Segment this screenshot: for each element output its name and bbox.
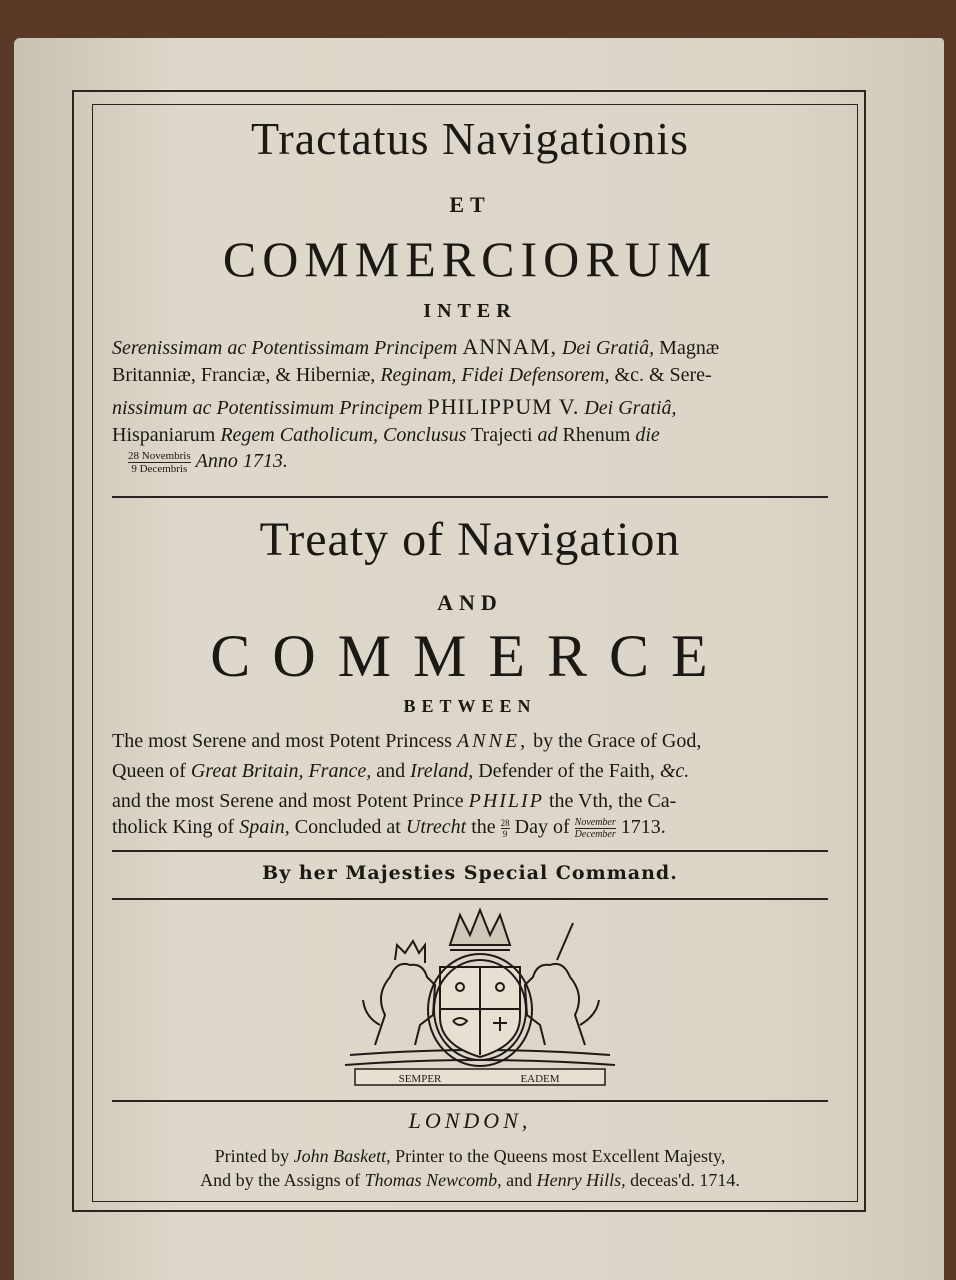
imprint-text: Printer to the Queens most Excellent Majesty, xyxy=(395,1146,726,1166)
latin-text: &c. & Sere- xyxy=(614,364,712,386)
english-text: Concluded at xyxy=(294,816,401,838)
english-line-4 xyxy=(112,816,828,840)
english-text: Spain, xyxy=(239,816,290,838)
latin-line-1 xyxy=(112,334,828,360)
latin-text: Dei Gratiâ, xyxy=(584,397,677,419)
latin-anno: Anno 1713. xyxy=(195,450,288,473)
english-text: the xyxy=(471,816,496,838)
day-top: 28 xyxy=(500,817,510,828)
english-between: BETWEEN xyxy=(403,696,537,716)
month-top: November xyxy=(574,816,616,828)
latin-text: Reginam, Fidei Defensorem, xyxy=(380,364,610,386)
imprint-line-2 xyxy=(112,1170,828,1191)
date-bottom: 9 Decembris xyxy=(131,463,188,475)
royal-coat-of-arms-icon xyxy=(335,905,625,1090)
latin-inter: INTER xyxy=(423,300,517,322)
latin-text: ad xyxy=(537,424,558,446)
english-month-fraction xyxy=(575,817,616,840)
imprint-text: Thomas Newcomb, xyxy=(364,1170,502,1190)
english-text: and the most Serene and most Potent Prince xyxy=(112,790,464,812)
latin-text: Rhenum xyxy=(562,424,631,446)
latin-text: Magnæ xyxy=(659,337,720,359)
date-top: 28 Novembris xyxy=(128,450,191,462)
imprint-text: Henry Hills, xyxy=(536,1170,626,1190)
latin-text: Hispaniarum xyxy=(112,424,216,446)
latin-annam: ANNAM, xyxy=(462,334,557,359)
english-line-3 xyxy=(112,790,828,813)
english-text: Day of xyxy=(514,816,570,838)
latin-date-line xyxy=(128,450,288,475)
imprint-text: John Baskett, xyxy=(293,1146,391,1166)
day-bottom: 9 xyxy=(502,828,508,839)
imprint-line-1 xyxy=(112,1146,828,1167)
imprint-city: LONDON, xyxy=(408,1108,532,1133)
english-philip: PHILIP xyxy=(468,790,544,812)
motto-eadem: EADEM xyxy=(520,1073,560,1085)
latin-text: nissimum ac Potentissimum Principem xyxy=(112,397,423,419)
latin-line-3 xyxy=(112,394,828,420)
month-bottom: December xyxy=(574,828,616,840)
latin-text: Trajecti xyxy=(471,424,533,446)
latin-title: Tractatus Navigationis xyxy=(250,113,690,164)
latin-line-4 xyxy=(112,424,828,447)
english-text: and xyxy=(376,760,406,782)
english-line-1 xyxy=(112,730,828,753)
english-text: Great Britain, France, xyxy=(190,760,372,782)
english-text: Ireland, xyxy=(410,760,474,782)
english-text: The most Serene and most Potent Princess xyxy=(112,730,452,752)
latin-philippum: PHILIPPUM V. xyxy=(427,394,580,419)
english-text: Utrecht xyxy=(405,816,467,838)
motto-semper: SEMPER xyxy=(398,1073,442,1085)
imprint-divider xyxy=(112,1100,828,1102)
english-text: tholick King of xyxy=(112,816,235,838)
imprint-text: and xyxy=(506,1170,533,1190)
command-divider-top xyxy=(112,850,828,852)
imprint-text: And by the Assigns of xyxy=(200,1170,361,1190)
latin-line-2 xyxy=(112,364,828,387)
latin-text: Serenissimam ac Potentissimam Principem xyxy=(112,337,458,359)
latin-commerciorum: COMMERCIORUM xyxy=(222,231,718,287)
imprint-text: Printed by xyxy=(214,1146,290,1166)
latin-text: Regem Catholicum, Conclusus xyxy=(220,424,467,446)
english-text: the Vth, the Ca- xyxy=(548,790,677,812)
english-text: by the Grace of God, xyxy=(533,730,702,752)
english-commerce: COMMERCE xyxy=(210,623,730,689)
latin-text: Dei Gratiâ, xyxy=(561,337,655,359)
latin-date-fraction xyxy=(128,450,191,475)
section-divider xyxy=(112,496,828,498)
english-anne: ANNE, xyxy=(456,730,529,752)
special-command: By her Majesties Special Command. xyxy=(262,862,678,884)
imprint-text: deceas'd. 1714. xyxy=(630,1170,740,1190)
latin-text: Britanniæ, Franciæ, & Hiberniæ, xyxy=(112,364,376,386)
english-and: AND xyxy=(437,590,503,615)
english-text: Defender of the Faith, xyxy=(478,760,655,782)
english-text: &c. xyxy=(659,760,690,782)
latin-et: ET xyxy=(449,192,491,217)
english-line-2 xyxy=(112,760,828,783)
english-day-fraction xyxy=(501,818,510,839)
english-text: Queen of xyxy=(112,760,186,782)
command-divider-bottom xyxy=(112,898,828,900)
english-title: Treaty of Navigation xyxy=(259,513,681,566)
english-year: 1713. xyxy=(620,816,666,838)
latin-text: die xyxy=(635,424,660,446)
